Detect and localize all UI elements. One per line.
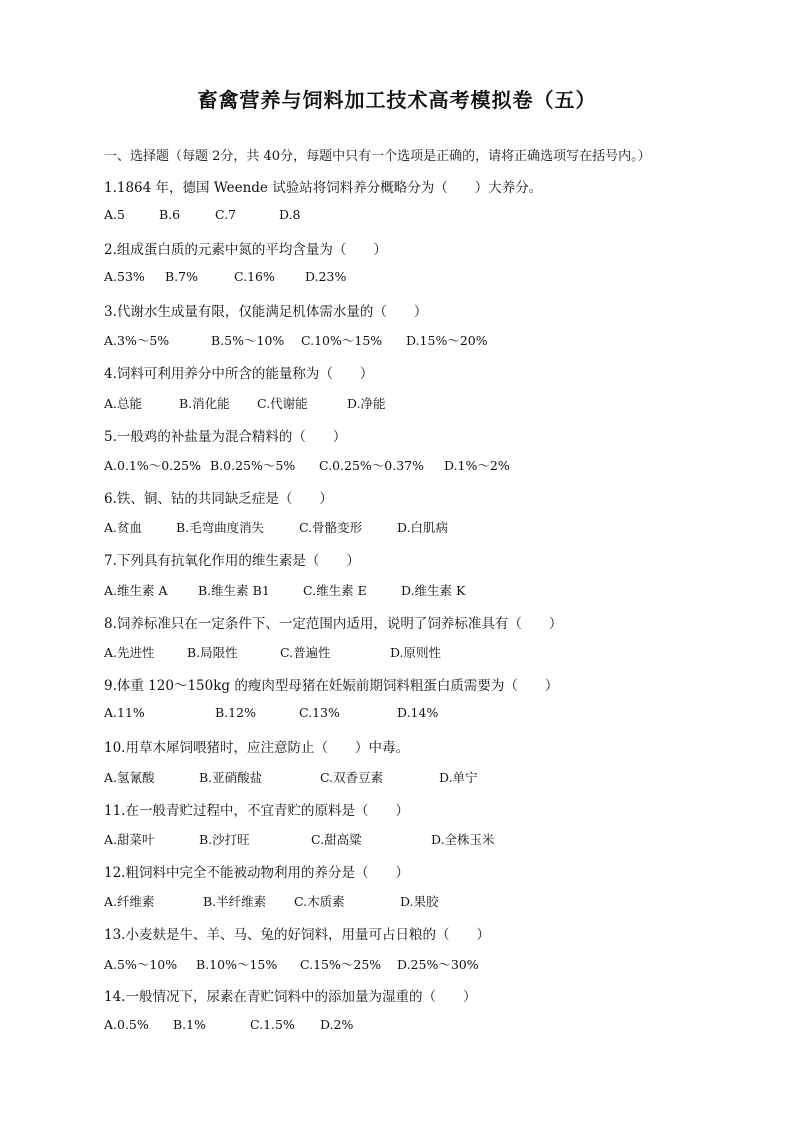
question-5: 5.一般鸡的补盐量为混合精料的（ ） <box>104 429 347 445</box>
option-d: D.2% <box>320 1017 354 1032</box>
option-c: C.16% <box>234 269 275 284</box>
option-b: B.消化能 <box>179 396 230 411</box>
option-d: D.原则性 <box>390 645 442 660</box>
question-12-options <box>104 892 704 910</box>
option-d: D.全株玉米 <box>431 832 495 847</box>
option-b: B.局限性 <box>187 645 238 660</box>
option-d: D.净能 <box>347 396 386 411</box>
option-b: B.亚硝酸盐 <box>199 770 263 785</box>
option-a: A.0.1%～0.25% <box>104 458 201 473</box>
option-c: C.7 <box>215 207 237 222</box>
question-3-options <box>104 331 704 349</box>
option-d: D.1%～2% <box>444 458 510 473</box>
option-d: D.果胶 <box>400 894 439 909</box>
question-4-options <box>104 394 704 412</box>
question-7-options <box>104 581 704 599</box>
option-c: C.13% <box>299 705 340 720</box>
question-13-options <box>104 955 704 973</box>
option-b: B.毛弯曲度消失 <box>176 520 265 535</box>
question-14-options <box>104 1017 704 1035</box>
option-c: C.双香豆素 <box>320 770 384 785</box>
question-11-options <box>104 830 704 848</box>
question-9: 9.体重 120～150kg 的瘦肉型母猪在妊娠前期饲料粗蛋白质需要为（ ） <box>104 678 559 694</box>
option-d: D.单宁 <box>439 770 478 785</box>
question-10-options <box>104 768 704 786</box>
option-a: A.先进性 <box>104 645 155 660</box>
option-a: A.贫血 <box>104 520 143 535</box>
question-10: 10.用草木犀饲喂猪时，应注意防止（ ）中毒。 <box>104 740 409 756</box>
question-4: 4.饲料可利用养分中所含的能量称为（ ） <box>104 366 374 382</box>
option-a: A.5 <box>104 207 125 222</box>
option-c: C.木质素 <box>294 894 345 909</box>
option-a: A.纤维素 <box>104 894 155 909</box>
option-a: A.3%～5% <box>104 333 170 348</box>
question-1: 1.1864 年，德国 Weende 试验站将饲料养分概略分为（ ）大养分。 <box>104 180 543 196</box>
question-11: 11.在一般青贮过程中，不宜青贮的原料是（ ） <box>104 803 409 819</box>
option-d: D.8 <box>279 207 301 222</box>
question-6: 6.铁、铜、钴的共同缺乏症是（ ） <box>104 491 333 507</box>
option-d: D.白肌病 <box>397 520 449 535</box>
option-b: B.0.25%～5% <box>210 458 296 473</box>
option-c: C.15%～25% <box>300 957 382 972</box>
option-b: B.1% <box>173 1017 206 1032</box>
option-c: C.骨骼变形 <box>299 520 363 535</box>
option-c: C.甜高粱 <box>311 832 362 847</box>
question-2: 2.组成蛋白质的元素中氮的平均含量为（ ） <box>104 242 387 258</box>
option-b: B.6 <box>159 207 181 222</box>
option-a: A.5%～10% <box>104 957 178 972</box>
question-13: 13.小麦麸是牛、羊、马、兔的好饲料，用量可占日粮的（ ） <box>104 927 490 943</box>
question-12: 12.粗饲料中完全不能被动物利用的养分是（ ） <box>104 865 409 881</box>
section-header: 一、选择题（每题 2分，共 40分，每题中只有一个选项是正确的，请将正确选项写在括号内。） <box>104 149 651 164</box>
option-a: A.11% <box>104 705 145 720</box>
question-9-options <box>104 705 704 723</box>
option-d: D.23% <box>305 269 347 284</box>
option-a: A.53% <box>104 269 145 284</box>
option-c: C.代谢能 <box>257 396 308 411</box>
option-d: D.15%～20% <box>406 333 488 348</box>
option-b: B.维生素 B1 <box>198 583 270 598</box>
option-c: C.维生素 E <box>303 583 367 598</box>
question-8: 8.饲养标准只在一定条件下、一定范围内适用，说明了饲养标准具有（ ） <box>104 616 563 632</box>
question-8-options <box>104 643 704 661</box>
page-title: 畜禽营养与饲料加工技术高考模拟卷（五） <box>197 88 597 112</box>
question-1-options <box>104 207 704 225</box>
option-c: C.普遍性 <box>280 645 331 660</box>
option-d: D.维生素 K <box>401 583 466 598</box>
option-a: A.总能 <box>104 396 143 411</box>
question-5-options <box>104 456 704 474</box>
option-a: A.氢氰酸 <box>104 770 155 785</box>
option-b: B.半纤维素 <box>203 894 267 909</box>
question-3: 3.代谢水生成量有限，仅能满足机体需水量的（ ） <box>104 304 428 320</box>
option-b: B.5%～10% <box>211 333 285 348</box>
option-b: B.沙打旺 <box>199 832 250 847</box>
question-2-options <box>104 269 704 287</box>
option-c: C.0.25%～0.37% <box>319 458 425 473</box>
option-c: C.10%～15% <box>301 333 383 348</box>
question-7: 7.下列具有抗氧化作用的维生素是（ ） <box>104 553 360 569</box>
option-a: A.甜菜叶 <box>104 832 155 847</box>
option-b: B.7% <box>165 269 198 284</box>
option-a: A.维生素 A <box>104 583 168 598</box>
option-d: D.14% <box>397 705 439 720</box>
option-c: C.1.5% <box>250 1017 295 1032</box>
option-d: D.25%～30% <box>397 957 479 972</box>
option-b: B.10%～15% <box>196 957 278 972</box>
question-14: 14.一般情况下，尿素在青贮饲料中的添加量为湿重的（ ） <box>104 989 477 1005</box>
question-6-options <box>104 518 704 536</box>
option-b: B.12% <box>215 705 256 720</box>
option-a: A.0.5% <box>104 1017 149 1032</box>
